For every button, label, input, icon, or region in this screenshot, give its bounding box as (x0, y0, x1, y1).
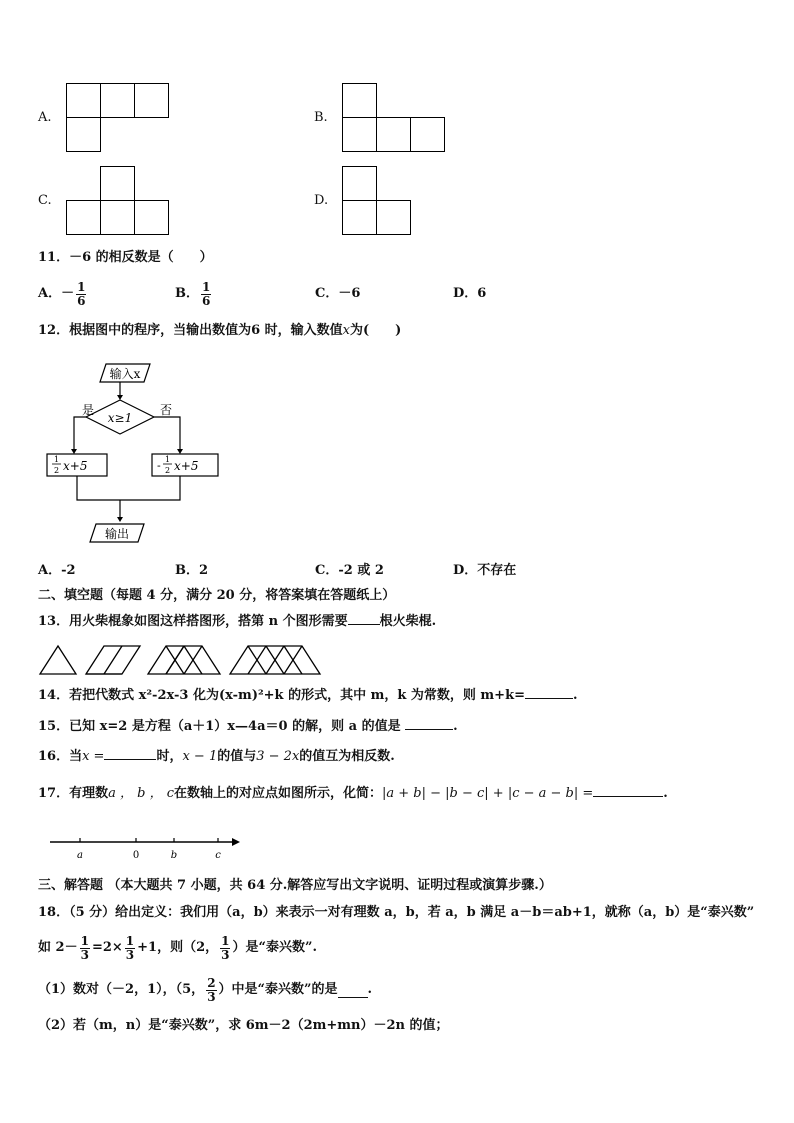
q14-post: . (572, 688, 578, 703)
q11-option-d: D．6 (453, 286, 487, 301)
q13-matchstick-figures (36, 641, 326, 679)
q18-line1: 18．（5 分）给出定义：我们用（a，b）来表示一对有理数 a，b，若 a，b 满足 a－b＝ab+1，就称（a，b）是“泰兴数” (38, 905, 755, 920)
q11-option-c: C．－6 (315, 286, 361, 301)
q11-b-label: B． (175, 286, 199, 301)
svg-text:-: - (157, 459, 161, 472)
q11-option-b (175, 276, 213, 312)
q17-post: . (663, 786, 668, 801)
q16-eq: x = (82, 749, 105, 764)
q16-pre: 16．当 (38, 749, 83, 764)
q14-blank[interactable] (525, 698, 573, 699)
q17-pre: 17．有理数 (38, 786, 109, 801)
flow-right-box-label: x+5 (174, 459, 199, 473)
q18-part1-blank[interactable] (338, 983, 368, 998)
q17-blank[interactable] (593, 796, 663, 797)
q17-mid: 在数轴上的对应点如图所示，化简： (173, 786, 382, 801)
q18-frac-3 (220, 935, 230, 962)
axis-label-0: 0 (132, 850, 140, 861)
q15-pre: 15．已知 x=2 是方程（a＋1）x—4a＝0 的解，则 a 的值是 (38, 719, 401, 734)
section2-title: 二、填空题（每题 4 分，满分 20 分，将答案填在答题纸上） (38, 588, 396, 603)
q17-number-line (46, 832, 246, 864)
q17-expr: |a + b| − |b − c| + |c − a − b| = (382, 786, 594, 801)
q18-line2 (38, 930, 317, 966)
q16-mid: 时， (156, 749, 183, 764)
q18-part1-end: . (367, 982, 373, 997)
q18-part1-num: 2 (207, 975, 216, 990)
q13-stem (38, 614, 436, 630)
flow-output-label: 输出 (104, 527, 130, 541)
flow-input-label: 输入x (109, 367, 141, 381)
svg-text:1: 1 (54, 455, 60, 464)
q11-b-den: 6 (202, 293, 211, 308)
q18-frac2-den: 3 (125, 947, 135, 962)
q11-b-fraction (201, 281, 211, 308)
axis-label-a: a (77, 850, 83, 861)
q12-option-b: B．2 (175, 563, 209, 578)
q13-blank[interactable] (348, 624, 380, 625)
q18-frac1-num: 1 (80, 933, 89, 948)
q16-blank[interactable] (104, 759, 156, 760)
svg-text:2: 2 (54, 466, 60, 475)
option-d-label: D. (314, 193, 329, 208)
q18-line2-mid: =2× (91, 940, 123, 955)
q12-stem (38, 323, 401, 339)
q14-stem (38, 688, 578, 704)
q12-stem-text: 12．根据图中的程序，当输出数值为6 时，输入数值 (38, 323, 343, 338)
q18-frac-1 (80, 935, 90, 962)
section3-title: 三、解答题 （本大题共 7 小题，共 64 分.解答应写出文字说明、证明过程或演算步骤.） (38, 878, 552, 893)
q11-b-num: 1 (202, 279, 211, 294)
q18-part1 (38, 972, 372, 1008)
q12-option-a: A．-2 (38, 563, 76, 578)
svg-text:1: 1 (165, 455, 171, 464)
q16-expr2: 3 − 2x (256, 749, 300, 764)
flow-condition-label: x≥1 (107, 411, 133, 425)
q16-stem (38, 749, 395, 765)
q14-pre: 14．若把代数式 x²-2x-3 化为(x-m)²+k 的形式，其中 m，k 为常数，则 m+k= (38, 688, 525, 703)
q15-post: . (453, 719, 458, 734)
q18-part1-frac (206, 977, 216, 1004)
q11-a-den: 6 (77, 293, 86, 308)
axis-label-b: b (170, 850, 178, 861)
q18-frac3-den: 3 (221, 947, 230, 962)
q18-part1-pre: （1）数对（－2，1），（5， (38, 982, 205, 997)
q11-a-label: A． (38, 286, 62, 301)
q18-frac2-num: 1 (125, 933, 135, 948)
q18-part2: （2）若（m，n）是“泰兴数”，求 6m－2（2m+mn）－2n 的值； (38, 1018, 449, 1033)
q16-mid2: 的值与 (217, 749, 257, 764)
q11-a-fraction (76, 281, 86, 308)
q17-stem (38, 786, 668, 802)
q17-vars: a ， b ， c (108, 786, 174, 801)
q13-post: 根火柴棍. (379, 614, 437, 629)
q11-a-sign: － (61, 286, 75, 301)
q12-stem-tail: 为( ) (350, 323, 402, 338)
q16-post: 的值互为相反数. (299, 749, 395, 764)
q18-line2-mid2: +1，则（2， (137, 940, 219, 955)
q12-option-c: C．-2 或 2 (315, 563, 384, 578)
q11-stem: 11．－6 的相反数是（ ） (38, 250, 213, 265)
q15-stem (38, 719, 458, 735)
q11-a-num: 1 (77, 279, 86, 294)
q16-expr1: x − 1 (182, 749, 218, 764)
q18-line2-pre: 如 2－ (38, 940, 78, 955)
flow-no-label: 否 (160, 403, 173, 417)
q15-blank[interactable] (405, 729, 453, 730)
q13-pre: 13．用火柴棍象如图这样搭图形，搭第 n 个图形需要 (38, 614, 348, 629)
option-c-label: C. (38, 193, 52, 208)
q18-frac-2 (125, 935, 135, 962)
q18-part1-post: ）中是“泰兴数”的是 (218, 982, 338, 997)
q12-stem-var: x (342, 323, 351, 338)
q18-frac3-num: 1 (221, 933, 230, 948)
fig1-triangle (40, 646, 76, 674)
q18-frac1-den: 3 (80, 947, 89, 962)
axis-label-c: c (215, 850, 221, 861)
fig3-shape (148, 646, 220, 674)
q18-line2-post: ）是“泰兴数”. (232, 940, 317, 955)
option-a-label: A. (38, 110, 52, 125)
q12-flowchart (40, 358, 240, 550)
option-b-label: B. (314, 110, 328, 125)
flow-yes-label: 是 (82, 403, 95, 417)
q12-option-d: D．不存在 (453, 563, 517, 578)
q18-part1-den: 3 (207, 989, 216, 1004)
q11-option-a (38, 276, 88, 312)
svg-text:2: 2 (165, 466, 171, 475)
flow-left-box-label: x+5 (63, 459, 88, 473)
